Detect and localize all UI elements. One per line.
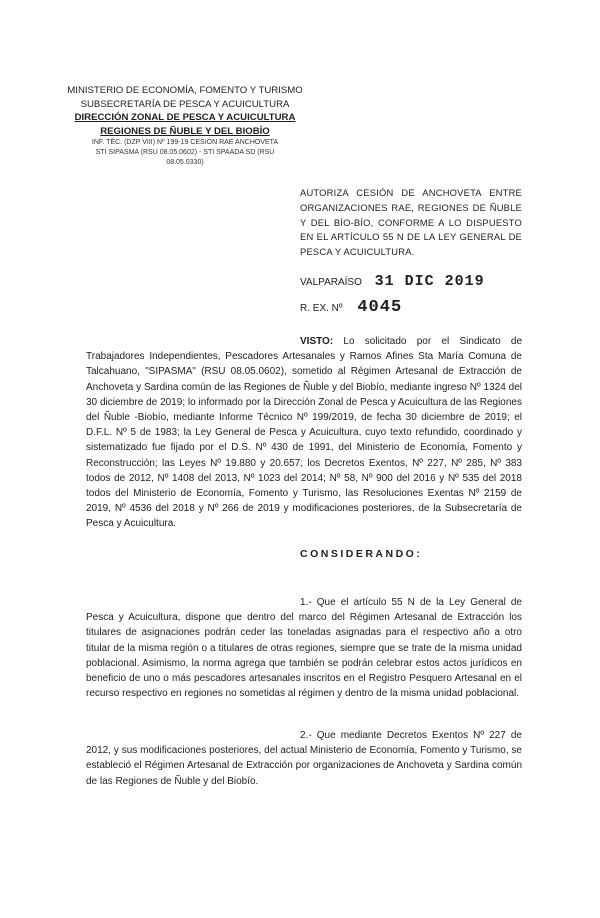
reference-line-2: STI SIPASMA (RSU 08.05.0602) - STI SPAADA SD (RSU	[95, 148, 275, 156]
resolution-subject: AUTORIZA CESIÓN DE ANCHOVETA ENTRE ORGANIZACIONES RAE, REGIONES DE ÑUBLE Y DEL BÍO-BÍO, CONFORME A LO DISPUESTO EN EL ARTÍCULO 55 N DE LA LEY GENERAL DE PESCA Y ACUICULTURA.	[300, 187, 522, 258]
visto-label: VISTO:	[300, 336, 334, 347]
regions-name: REGIONES DE ÑUBLE Y DEL BIOBÍO	[100, 125, 270, 137]
resolution-number: 4045	[357, 298, 403, 317]
zonal-direction-name: DIRECCIÓN ZONAL DE PESCA Y ACUICULTURA	[74, 112, 296, 124]
visto-paragraph	[86, 334, 522, 532]
reference-line-1: INF. TÉC. (DZP VIII) Nº 199-19 CESIÓN RAE ANCHOVETA	[91, 139, 279, 147]
reference-line-3: 08.05.0330)	[166, 158, 204, 166]
visto-text: Lo solicitado por el Sindicato de Trabajadores Independientes, Pescadores Artesanales y Ramos Afines Sta María Comuna de Talcahuano, "SIPASMA" (RSU 08.05.0602), sometido al Régimen Artesanal de Extracción de Anchoveta y Sardina común de las Regiones de Ñuble y del Biobío, mediante ingreso Nº 1324 del 30 diciembre de 2019; lo informado por la Dirección Zonal de Pesca y Acuicultura de las Regiones del Ñuble -Biobío, mediante Informe Técnico Nº 199/2019, de fecha 30 diciembre de 2019; el D.F.L. Nº 5 de 1983; la Ley General de Pesca y Acuicultura, cuyo texto refundido, coordinado y sistematizado fue fijado por el D.S. Nº 430 de 1991, del Ministerio de Economía, Fomento y Reconstrucción; las Leyes Nº 19.880 y 20.657; los Decretos Exentos, Nº 227, Nº 285, Nº 383 todos de 2012, Nº 1408 del 2013, Nº 1023 del 2014; Nº 58, Nº 900 del 2016 y Nº 535 del 2018 todos del Ministerio de Economía, Fomento y Turismo, las Resoluciones Exentas Nº 2159 de 2019, Nº 4536 del 2018 y Nº 266 de 2019 y modificaciones posteriores, de la Subsecretaría de Pesca y Acuicultura.	[86, 336, 523, 530]
considerando-paragraph-2: 2.- Que mediante Decretos Exentos Nº 227 de 2012, y sus modificaciones posteriores, del actual Ministerio de Economía, Fomento y Turismo, se estableció el Régimen Artesanal de Extracción por organizaciones de Anchoveta y Sardina común de las Regiones de Ñuble y del Biobío.	[86, 730, 522, 787]
considerando-heading: CONSIDERANDO:	[300, 548, 423, 560]
subsecretariat-name: SUBSECRETARÍA DE PESCA Y ACUICULTURA	[80, 98, 290, 110]
resolution-number-line	[300, 298, 402, 317]
date-stamp: 31 DIC 2019	[374, 273, 485, 290]
place-date-line	[300, 273, 485, 290]
ministry-name: MINISTERIO DE ECONOMÍA, FOMENTO Y TURISMO	[67, 85, 303, 96]
letterhead	[60, 84, 310, 167]
considerando-paragraph-1: 1.- Que el artículo 55 N de la Ley General de Pesca y Acuicultura, dispone que dentro del marco del Régimen Artesanal de Extracción los titulares de asignaciones podrán ceder las toneladas asignadas para el respectivo año a otro titular de la misma región o a titulares de otras regiones, siempre que se trate de la misma unidad poblacional. Asimismo, la norma agrega que también se podrán celebrar estos actos jurídicos en beneficio de uno o más pescadores artesanales inscritos en el Registro Pesquero Artesanal en el recurso respectivo en regiones no sometidas al régimen y dentro de la misma unidad poblacional.	[86, 597, 522, 700]
resolution-label: R. EX. Nº	[300, 303, 343, 314]
place-city: VALPARAÍSO	[300, 277, 362, 288]
